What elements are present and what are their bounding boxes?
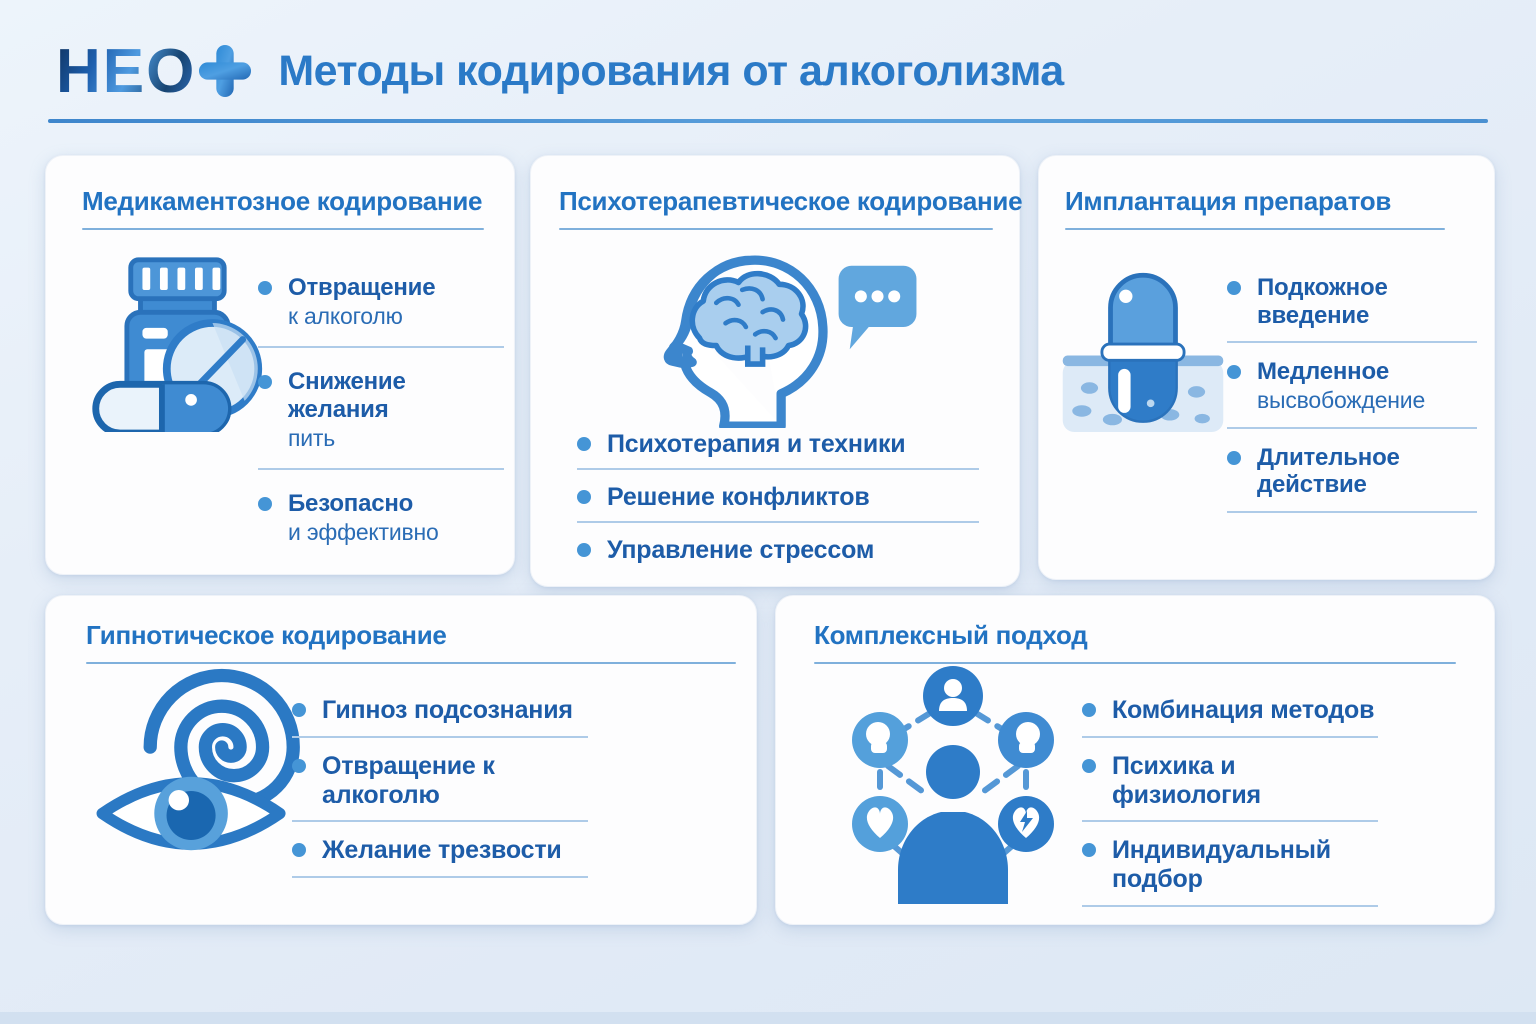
bullet-list — [577, 430, 979, 586]
card-title: Психотерапевтическое кодирование — [559, 186, 1023, 216]
list-item — [1227, 358, 1477, 428]
bullet-line1: Отвращение к алкоголю — [322, 751, 495, 809]
card-title: Медикаментозное кодирование — [82, 186, 483, 216]
bullet-line1: Решение конфликтов — [607, 482, 870, 511]
implant-capsule-icon — [1057, 250, 1229, 447]
card-complex-approach — [775, 595, 1495, 925]
bullet-dot-icon — [1082, 703, 1096, 717]
list-item — [292, 696, 588, 738]
bullet-dot-icon — [1227, 281, 1241, 295]
bullet-dot-icon — [577, 437, 591, 451]
list-item — [1082, 696, 1378, 738]
list-item — [258, 274, 504, 348]
list-item — [577, 536, 979, 574]
bullet-line1: Безопасно — [288, 490, 414, 518]
bullet-dot-icon — [1082, 759, 1096, 773]
list-item — [1227, 274, 1477, 343]
bullet-line2: пить — [288, 424, 336, 451]
bullet-line1: Гипноз подсознания — [322, 696, 573, 724]
card-hypnotic-coding — [45, 595, 757, 925]
bullet-line1: Длительное действие — [1257, 443, 1400, 499]
bullet-dot-icon — [1082, 843, 1096, 857]
bullet-dot-icon — [292, 703, 306, 717]
bullet-list — [292, 696, 588, 892]
card-title: Гипнотическое кодирование — [86, 620, 447, 650]
card-psychotherapy-coding — [530, 155, 1023, 587]
bullet-line1: Психика и физиология — [1112, 751, 1261, 809]
page-header — [56, 36, 1064, 106]
bullet-dot-icon — [258, 497, 272, 511]
bullet-line1: Психотерапия и техники — [607, 430, 906, 458]
bullet-list — [258, 274, 504, 583]
bullet-line1: Медленное — [1257, 358, 1390, 386]
list-item — [577, 483, 979, 523]
card-title: Комплексный подход — [814, 620, 1088, 650]
bullet-line2: к алкоголю — [288, 302, 403, 329]
list-item — [292, 752, 588, 823]
bullet-dot-icon — [258, 281, 272, 295]
bullet-dot-icon — [292, 759, 306, 773]
bullet-line1: Управление стрессом — [607, 535, 875, 564]
list-item — [258, 490, 504, 562]
card-title-divider — [1065, 228, 1445, 230]
card-title-divider — [559, 228, 993, 230]
pill-bottle-icon — [84, 252, 269, 437]
list-item — [1082, 752, 1378, 823]
card-implantation — [1038, 155, 1495, 580]
bullet-dot-icon — [258, 375, 272, 389]
bottom-strip — [0, 1012, 1536, 1024]
bullet-line1: Желание трезвости — [322, 836, 562, 865]
bullet-list — [1227, 274, 1477, 528]
bullet-line1: Индивидуальный подбор — [1112, 836, 1331, 893]
logo-text: НЕО — [56, 36, 197, 106]
list-item — [1227, 444, 1477, 513]
bullet-dot-icon — [1227, 451, 1241, 465]
card-title-divider — [82, 228, 484, 230]
page-title: Методы кодирования от алкоголизма — [278, 47, 1064, 95]
list-item — [258, 368, 504, 470]
head-brain-speech-icon — [629, 238, 924, 433]
list-item — [1082, 836, 1378, 907]
neo-plus-logo — [56, 36, 252, 106]
bullet-line1: Комбинация методов — [1112, 696, 1375, 724]
bullet-line2: и эффективно — [288, 518, 439, 545]
bullet-dot-icon — [292, 843, 306, 857]
bullet-dot-icon — [577, 543, 591, 557]
card-title: Имплантация препаратов — [1065, 186, 1392, 216]
bullet-list — [1082, 696, 1378, 921]
bullet-dot-icon — [1227, 365, 1241, 379]
list-item — [292, 836, 588, 878]
bullet-line1: Отвращение — [288, 274, 436, 301]
card-medication-coding — [45, 155, 515, 575]
logo-plus-icon — [198, 44, 252, 103]
bullet-dot-icon — [577, 490, 591, 504]
bullet-line2: высвобождение — [1257, 386, 1426, 413]
list-item — [577, 430, 979, 470]
header-divider — [48, 119, 1488, 123]
bullet-line1: Снижение желания — [288, 368, 406, 423]
bullet-line1: Подкожное введение — [1257, 274, 1388, 329]
person-network-icon — [828, 654, 1078, 909]
